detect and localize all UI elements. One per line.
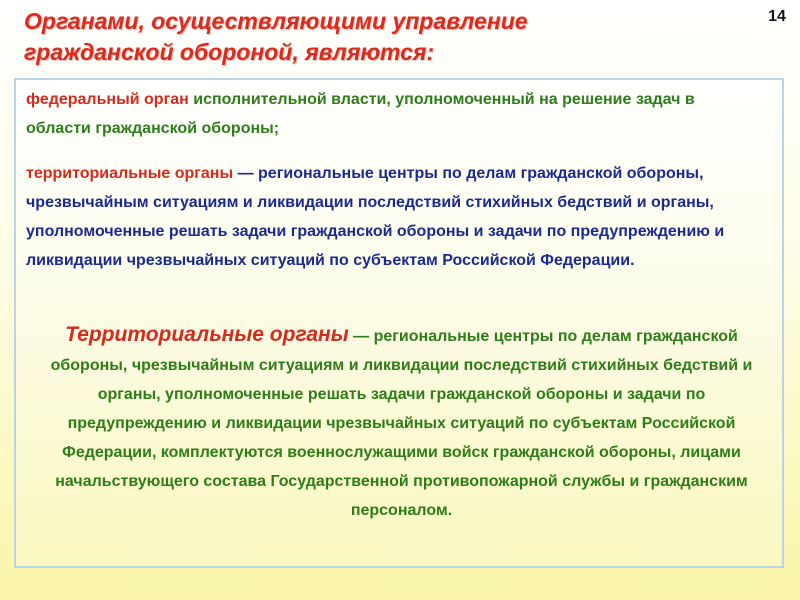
- slide-number: 14: [768, 8, 786, 25]
- territorial-bodies-term: территориальные органы: [26, 165, 234, 182]
- federal-body-description: исполнительной власти, уполномоченный на решение задач в области гражданской обороны;: [26, 91, 695, 137]
- territorial-bodies-description: — региональные центры по делам гражданской обороны, чрезвычайным ситуациям и ликвидации последствий стихийных бедствий и органы, уполномоченные решать задачи гражданской обороны и задачи по предупреждению и ликвидации чрезвычайных ситуаций по субъектам Российской Федерации.: [26, 165, 725, 269]
- paragraph-territorial-bodies: [26, 159, 771, 275]
- territorial-bodies-staffing-term: Территориальные органы: [65, 323, 349, 346]
- paragraph-territorial-bodies-staffing: [34, 320, 769, 525]
- federal-body-term: федеральный орган: [26, 91, 189, 108]
- slide-title: Органами, осуществляющими управление гражданской обороной, являются:: [24, 8, 528, 65]
- territorial-bodies-staffing-description: — региональные центры по делам гражданской обороны, чрезвычайным ситуациям и ликвидации последствий стихийных бедствий и органы, уполномоченные решать задачи гражданской обороны и задачи по предупреждению и ликвидации чрезвычайных ситуаций по субъектам Российской Федерации, комплектуются военнослужащими войск гражданской обороны, лицами начальствующего состава Государственной противопожарной службы и гражданским персоналом.: [50, 328, 753, 519]
- content-box: [14, 78, 784, 568]
- paragraph-federal-body: [26, 85, 726, 143]
